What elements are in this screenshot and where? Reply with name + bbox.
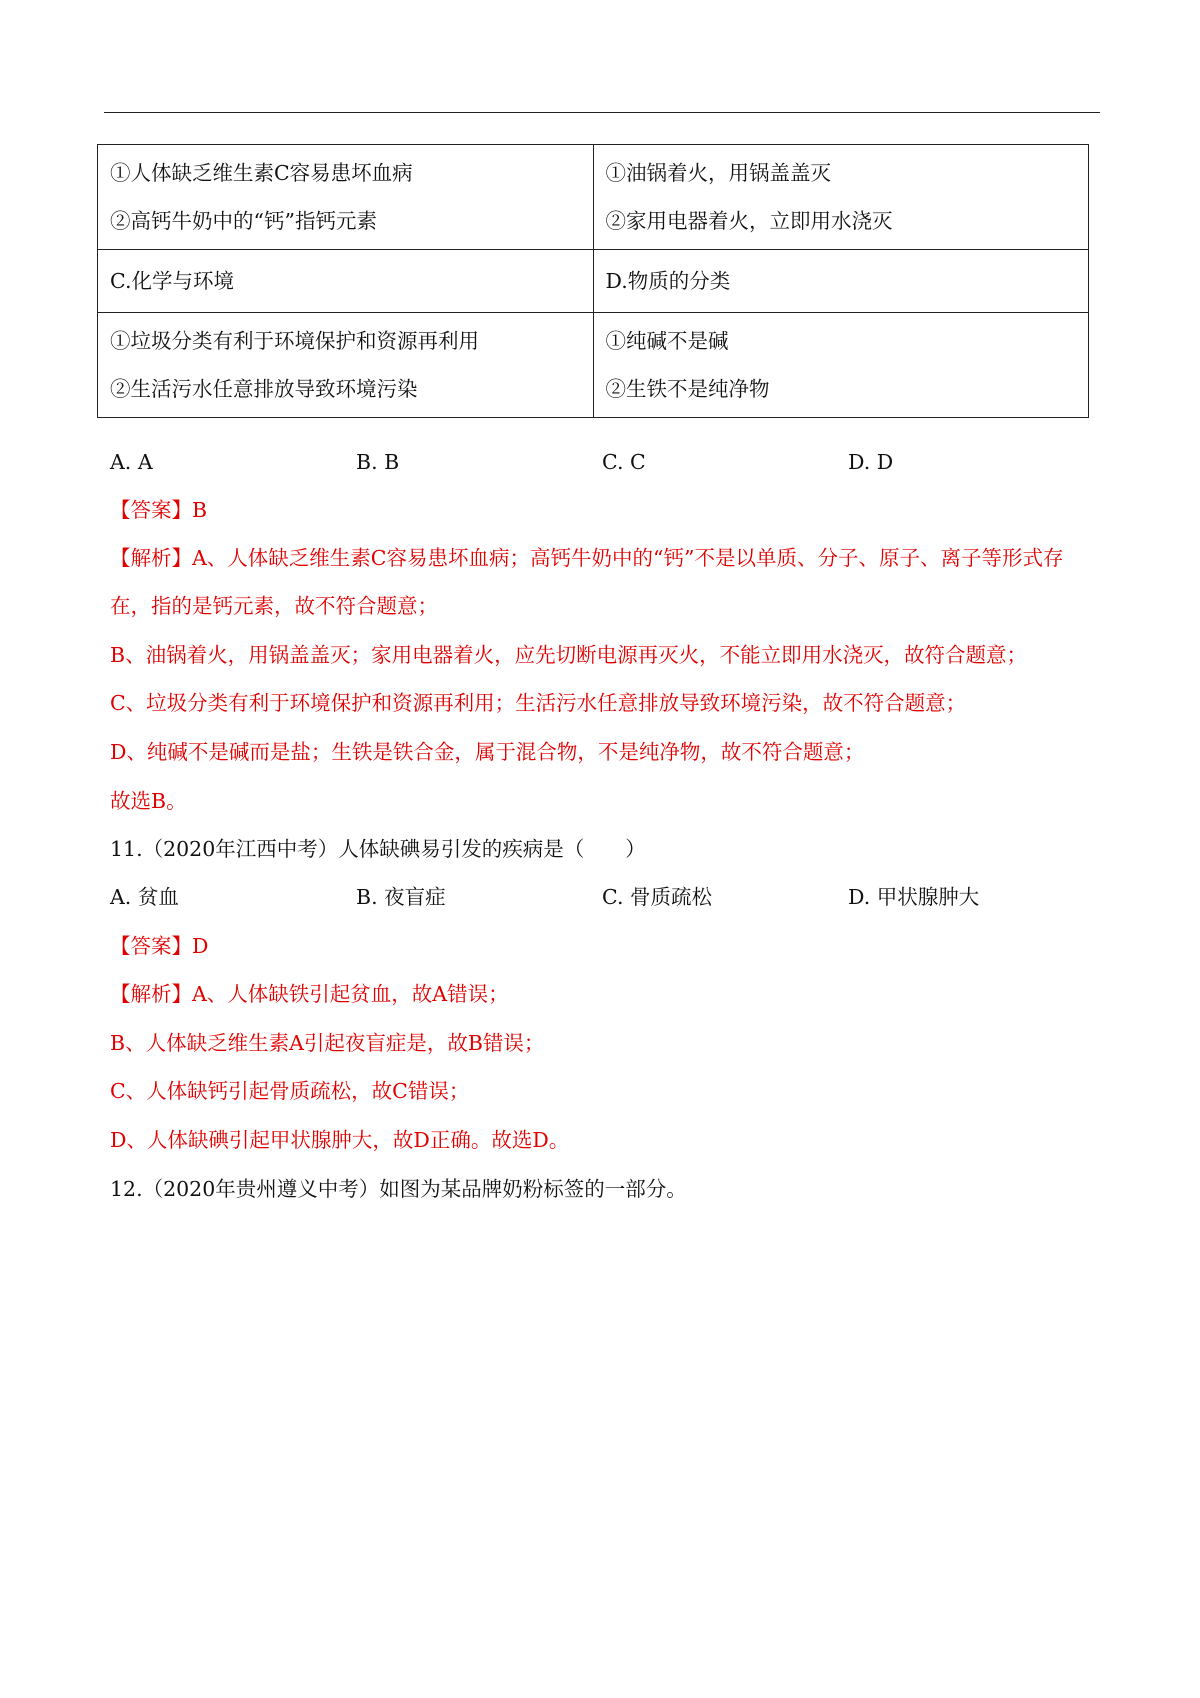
- q11-option-b: B. 夜盲症: [356, 885, 446, 909]
- cell-text: ①油锅着火，用锅盖盖灭: [605, 161, 831, 185]
- table-cell: [593, 145, 1089, 250]
- q10-analysis-line: B、油锅着火，用锅盖盖灭；家用电器着火，应先切断电源再灭火，不能立即用水浇灭，故符合题意；: [110, 643, 1028, 667]
- cell-text: ①垃圾分类有利于环境保护和资源再利用: [110, 329, 479, 353]
- q11-answer: 【答案】D: [110, 934, 209, 958]
- q11-option-a: A. 贫血: [110, 885, 179, 909]
- q10-analysis-line: D、纯碱不是碱而是盐；生铁是铁合金，属于混合物，不是纯净物，故不符合题意；: [110, 740, 865, 764]
- table-row: [98, 250, 1089, 313]
- table-cell-heading: D.物质的分类: [593, 250, 1089, 313]
- q12-stem: 12.（2020年贵州遵义中考）如图为某品牌奶粉标签的一部分。: [110, 1177, 687, 1201]
- q11-option-c: C. 骨质疏松: [602, 885, 712, 909]
- table-cell: [593, 313, 1089, 418]
- q10-option-d: D. D: [848, 450, 894, 474]
- q10-analysis-line: 在，指的是钙元素，故不符合题意；: [110, 594, 438, 618]
- cell-text: ①纯碱不是碱: [605, 329, 729, 353]
- q11-stem: 11.（2020年江西中考）人体缺碘易引发的疾病是（ ）: [110, 837, 646, 861]
- header-rule: [104, 112, 1100, 113]
- table-row: [98, 313, 1089, 418]
- q10-option-b: B. B: [356, 450, 400, 474]
- cell-text: ②生活污水任意排放导致环境污染: [110, 377, 418, 401]
- q11-analysis-line: C、人体缺钙引起骨质疏松，故C错误；: [110, 1079, 470, 1103]
- q11-option-d: D. 甲状腺肿大: [848, 885, 980, 909]
- table-cell-heading: C.化学与环境: [98, 250, 594, 313]
- table-cell: [98, 145, 594, 250]
- knowledge-table: [97, 144, 1089, 418]
- q11-analysis-line: B、人体缺乏维生素A引起夜盲症是，故B错误；: [110, 1031, 545, 1055]
- q10-answer: 【答案】B: [110, 498, 208, 522]
- q11-analysis-line: D、人体缺碘引起甲状腺肿大，故D正确。故选D。: [110, 1128, 570, 1152]
- cell-text: ②家用电器着火，立即用水浇灭: [605, 209, 893, 233]
- q10-analysis-line: C、垃圾分类有利于环境保护和资源再利用；生活污水任意排放导致环境污染，故不符合题意；: [110, 691, 967, 715]
- q11-analysis-line: 【解析】A、人体缺铁引起贫血，故A错误；: [110, 982, 509, 1006]
- q10-option-c: C. C: [602, 450, 646, 474]
- q10-analysis-line: 【解析】A、人体缺乏维生素C容易患坏血病；高钙牛奶中的“钙”不是以单质、分子、原子、离子等形式存: [110, 546, 1064, 570]
- cell-text: ②高钙牛奶中的“钙”指钙元素: [110, 209, 377, 233]
- q10-analysis-line: 故选B。: [110, 789, 187, 813]
- cell-text: ①人体缺乏维生素C容易患坏血病: [110, 161, 413, 185]
- table-row: [98, 145, 1089, 250]
- q10-option-a: A. A: [110, 450, 153, 474]
- table-cell: [98, 313, 594, 418]
- cell-text: ②生铁不是纯净物: [605, 377, 770, 401]
